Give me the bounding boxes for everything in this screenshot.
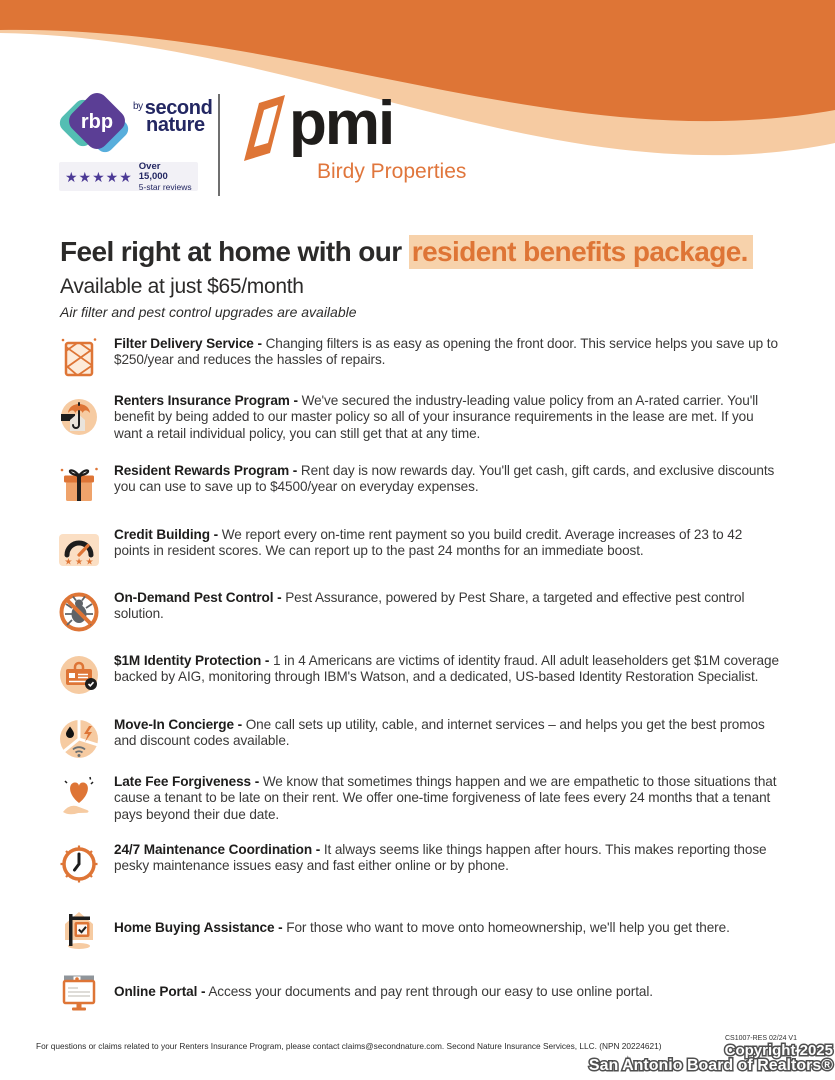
insurance-disclaimer: For questions or claims related to your Renters Insurance Program, please contact claims@secondnature.com. Second Nature Insurance Services, LLC. (NPN 20224621) (36, 1041, 662, 1051)
clock-icon (57, 842, 101, 886)
five-stars-icon: ★★★★★ (65, 168, 133, 185)
benefit-description: We've secured the industry-leading value policy from an A-rated carrier. You'll benefit by being added to our master policy so all of your insurance requirements in the lease are met. If you want a retail individual policy, you can still get that at any time. (114, 393, 759, 441)
pmi-logo-icon (240, 95, 288, 165)
benefit-title: Credit Building - (114, 527, 219, 542)
benefit-title: Renters Insurance Program - (114, 393, 298, 408)
copyright-watermark (589, 1043, 833, 1075)
benefit-item (57, 717, 779, 761)
page-title-plain: Feel right at home with our (60, 236, 409, 267)
brand-word-second: second (144, 97, 213, 119)
benefit-item (57, 842, 779, 886)
benefit-item (57, 653, 779, 697)
benefit-title: On-Demand Pest Control - (114, 590, 282, 605)
benefit-description: Rent day is now rewards day. You'll get cash, gift cards, and exclusive discounts you can use to save up to $4500/year on everyday expenses. (114, 463, 775, 495)
benefit-text (114, 717, 779, 750)
benefit-title: Late Fee Forgiveness - (114, 774, 260, 789)
air-filter-icon (57, 336, 101, 380)
id-card-icon (57, 653, 101, 697)
benefit-text (114, 590, 779, 623)
realtors-line: San Antonio Board of Realtors® (588, 1057, 833, 1075)
document-code: CS1007-RES 02/24 V1 (725, 1035, 797, 1042)
home-sign-icon (57, 906, 101, 950)
benefit-description: Changing filters is as easy as opening the front door. This service helps you save up to $250/year and reduces the hassles of repairs. (114, 336, 778, 368)
benefit-text (114, 527, 779, 560)
benefit-description: It always seems like things happen after hours. This makes reporting those pesky maintenance issues easy and fast either online or by phone. (114, 842, 767, 874)
benefit-text (114, 984, 779, 1000)
benefit-item (57, 906, 779, 950)
benefit-title: 24/7 Maintenance Coordination - (114, 842, 321, 857)
copyright-line: Copyright 2025 (724, 1042, 833, 1059)
benefit-text (114, 463, 779, 496)
benefit-text (114, 774, 779, 823)
benefit-text (114, 842, 779, 875)
benefit-text (114, 653, 779, 686)
benefit-item (57, 393, 779, 442)
reviews-count: Over 15,000 (138, 160, 168, 182)
benefit-description: Access your documents and pay rent through our easy to use online portal. (208, 983, 653, 999)
benefit-item (57, 970, 779, 1014)
logo-divider (218, 94, 220, 196)
rbp-mark-text: rbp (80, 111, 114, 133)
benefit-description: We report every on-time rent payment so you build credit. Average increases of 23 to 42 points in resident scores. We can report up to the past 24 months for an immediate boost. (114, 527, 743, 559)
reviews-badge (59, 162, 198, 191)
benefit-title: $1M Identity Protection - (114, 653, 270, 668)
credit-gauge-icon (57, 527, 101, 571)
benefit-description: We know that sometimes things happen and we are empathetic to those situations that cause a tenant to be late on their rent. We offer one-time forgiveness of late fees every 24 months that a tenant pays beyond their due date. (114, 774, 777, 822)
gift-icon (57, 463, 101, 507)
page-title (60, 236, 753, 268)
concierge-services-icon (57, 717, 101, 761)
benefit-text (114, 336, 779, 369)
benefit-description: Pest Assurance, powered by Pest Share, a targeted and effective pest control solution. (114, 590, 745, 622)
benefit-item (57, 774, 779, 823)
benefit-item (57, 336, 779, 380)
benefit-item (57, 527, 779, 571)
second-nature-wordmark (133, 97, 213, 136)
benefit-text (114, 393, 779, 442)
benefit-text (114, 920, 779, 936)
benefit-description: For those who want to move onto homeownership, we'll help you get there. (286, 919, 730, 935)
benefit-description: 1 in 4 Americans are victims of identity fraud. All adult leaseholders get $1M coverage backed by AIG, monitoring through IBM's Watson, and a dedicated, US-based Identity Restoration Specialist. (114, 653, 779, 685)
page-title-highlight: resident benefits package. (409, 235, 753, 269)
price-subtitle: Available at just $65/month (60, 275, 304, 298)
svg-text:★ ★ ★: ★ ★ ★ (64, 556, 94, 567)
benefit-item (57, 463, 779, 507)
by-label: by (133, 101, 143, 112)
no-pests-icon (57, 590, 101, 634)
benefit-title: Filter Delivery Service - (114, 336, 262, 351)
umbrella-insurance-icon (57, 393, 101, 437)
benefit-description: One call sets up utility, cable, and internet services – and helps you get the best promos and discount codes available. (114, 717, 765, 749)
benefit-title: Online Portal - (114, 983, 206, 999)
heart-hand-icon (57, 774, 101, 818)
reviews-label: 5-star reviews (138, 181, 192, 192)
benefit-item (57, 590, 779, 634)
upgrades-note: Air filter and pest control upgrades are available (60, 304, 357, 320)
pmi-subtitle: Birdy Properties (317, 160, 467, 183)
rbp-logo (56, 86, 140, 166)
monitor-icon (57, 970, 101, 1014)
brand-word-nature: nature (146, 114, 205, 136)
pmi-wordmark: pmi (289, 89, 394, 158)
benefit-title: Move-In Concierge - (114, 717, 243, 732)
benefit-title: Resident Rewards Program - (114, 463, 298, 478)
benefit-title: Home Buying Assistance - (114, 919, 283, 935)
